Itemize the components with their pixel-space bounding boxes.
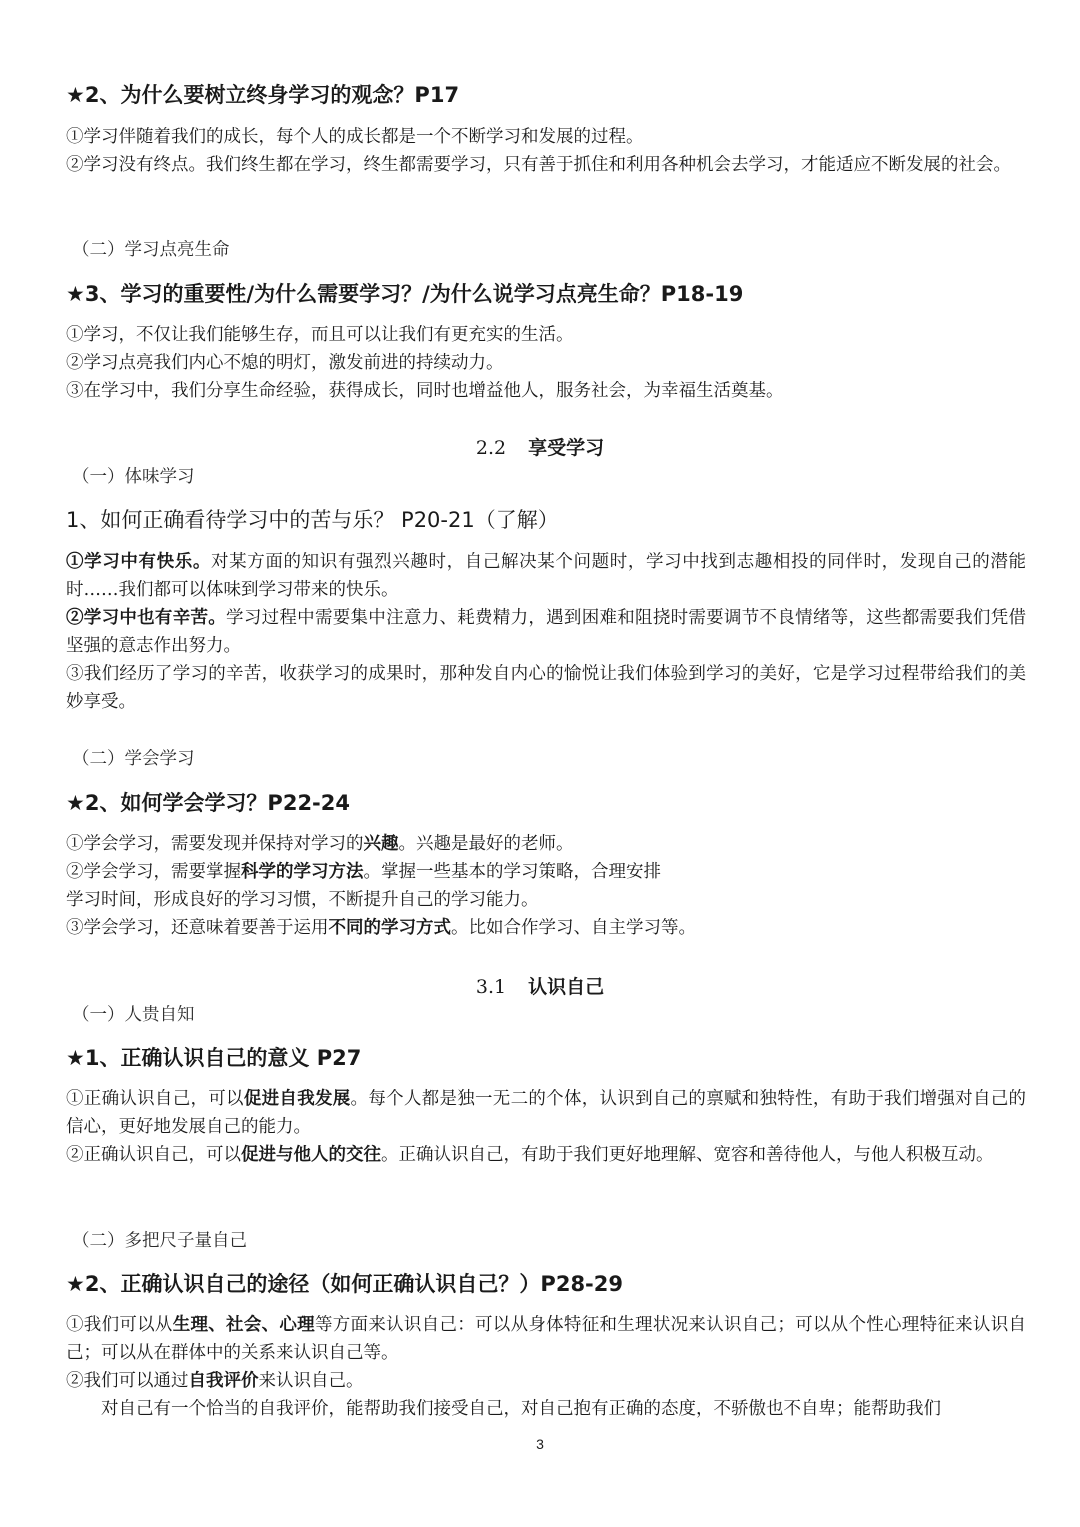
answer-item: ③我们经历了学习的辛苦，收获学习的成果时，那种发自内心的愉悦让我们体验到学习的美好，它是学习过程带给我们的美妙享受。 (66, 664, 1026, 712)
answer-item: ②我们可以通过自我评价来认识自己。 (66, 1371, 364, 1391)
answer-item: ②学习中也有辛苦。学习过程中需要集中注意力、耗费精力，遇到困难和阻挠时需要调节不良情绪等，这些都需要我们凭借坚强的意志作出努力。 (66, 608, 1026, 656)
answer-keypoint: 不同的学习方式 (328, 918, 451, 938)
section-name: 认识自己 (528, 976, 605, 998)
answer-item: ②学习点亮我们内心不熄的明灯，激发前进的持续动力。 (66, 353, 504, 373)
question-heading-lifelong: ★2、为什么要树立终身学习的观念？P17 (66, 83, 460, 107)
answer-item: ①正确认识自己，可以促进自我发展。每个人都是独一无二的个体，认识到自己的禀赋和独特性，有助于我们增强对自己的信心，更好地发展自己的能力。 (66, 1089, 1027, 1137)
answer-keypoint: 兴趣 (363, 834, 399, 854)
subsection-heading-life: （二）学习点亮生命 (72, 240, 230, 260)
answer-item: ③在学习中，我们分享生命经验，获得成长，同时也增益他人，服务社会，为幸福生活奠基。 (66, 381, 784, 401)
answer-item: ①学会学习，需要发现并保持对学习的兴趣。兴趣是最好的老师。 (66, 834, 574, 854)
answer-block-bitter-sweet (66, 548, 1026, 716)
subsection-heading-learn: （二）学会学习 (72, 749, 195, 769)
answer-keypoint: ①学习中有快乐。 (66, 552, 211, 572)
answer-item: ①学习，不仅让我们能够生存，而且可以让我们有更充实的生活。 (66, 325, 574, 345)
page-number: 3 (536, 1436, 544, 1452)
answer-item: 对自己有一个恰当的自我评价，能帮助我们接受自己，对自己抱有正确的态度，不骄傲也不自卑；能帮助我们 (101, 1399, 941, 1419)
section-title-2-2 (0, 434, 1080, 462)
answer-item: ②学习没有终点。我们终生都在学习，终生都需要学习，只有善于抓住和利用各种机会去学习，才能适应不断发展的社会。 (66, 155, 1011, 175)
answer-item: ②正确认识自己，可以促进与他人的交往。正确认识自己，有助于我们更好地理解、宽容和善待他人，与他人积极互动。 (66, 1145, 994, 1165)
answer-block-how-learn (66, 830, 1026, 942)
answer-item: ①学习中有快乐。对某方面的知识有强烈兴趣时，自己解决某个问题时，学习中找到志趣相投的同伴时，发现自己的潜能时……我们都可以体味到学习带来的快乐。 (66, 552, 1026, 600)
section-name: 享受学习 (528, 437, 605, 459)
answer-block-ways (66, 1311, 1026, 1423)
question-heading-how-learn: ★2、如何学会学习？P22-24 (66, 791, 350, 815)
question-heading-ways: ★2、正确认识自己的途径（如何正确认识自己？）P28-29 (66, 1272, 623, 1296)
section-number: 2.2 (475, 437, 507, 459)
answer-keypoint: 自我评价 (188, 1371, 259, 1391)
answer-item: 学习时间，形成良好的学习习惯，不断提升自己的学习能力。 (66, 890, 539, 910)
answer-keypoint: 生理、社会、心理 (172, 1315, 315, 1335)
answer-block-meaning (66, 1085, 1026, 1169)
subsection-heading-experience: （一）体味学习 (72, 467, 195, 487)
subsection-heading-self-know: （一）人贵自知 (72, 1005, 195, 1025)
answer-block-lifelong (66, 123, 1026, 179)
section-title-3-1 (0, 973, 1080, 1001)
question-heading-bitter-sweet: 1、如何正确看待学习中的苦与乐？ P20-21（了解） (66, 508, 559, 532)
answer-keypoint: 促进自我发展 (243, 1089, 351, 1109)
section-number: 3.1 (475, 976, 507, 998)
answer-keypoint: ②学习中也有辛苦。 (66, 608, 227, 628)
question-heading-meaning: ★1、正确认识自己的意义 P27 (66, 1046, 362, 1070)
answer-item: ①我们可以从生理、社会、心理等方面来认识自己：可以从身体特征和生理状况来认识自己；可以从个性心理特征来认识自己；可以从在群体中的关系来认识自己等。 (66, 1315, 1027, 1363)
question-heading-importance: ★3、学习的重要性/为什么需要学习？/为什么说学习点亮生命？P18-19 (66, 282, 744, 306)
answer-item: ②学会学习，需要掌握科学的学习方法。掌握一些基本的学习策略，合理安排 (66, 862, 661, 882)
subsection-heading-ruler: （二）多把尺子量自己 (72, 1231, 247, 1251)
answer-item: ①学习伴随着我们的成长，每个人的成长都是一个不断学习和发展的过程。 (66, 127, 644, 147)
answer-keypoint: 促进与他人的交往 (241, 1145, 381, 1165)
answer-block-importance (66, 321, 1026, 405)
answer-item: ③学会学习，还意味着要善于运用不同的学习方式。比如合作学习、自主学习等。 (66, 918, 696, 938)
answer-keypoint: 科学的学习方法 (241, 862, 364, 882)
